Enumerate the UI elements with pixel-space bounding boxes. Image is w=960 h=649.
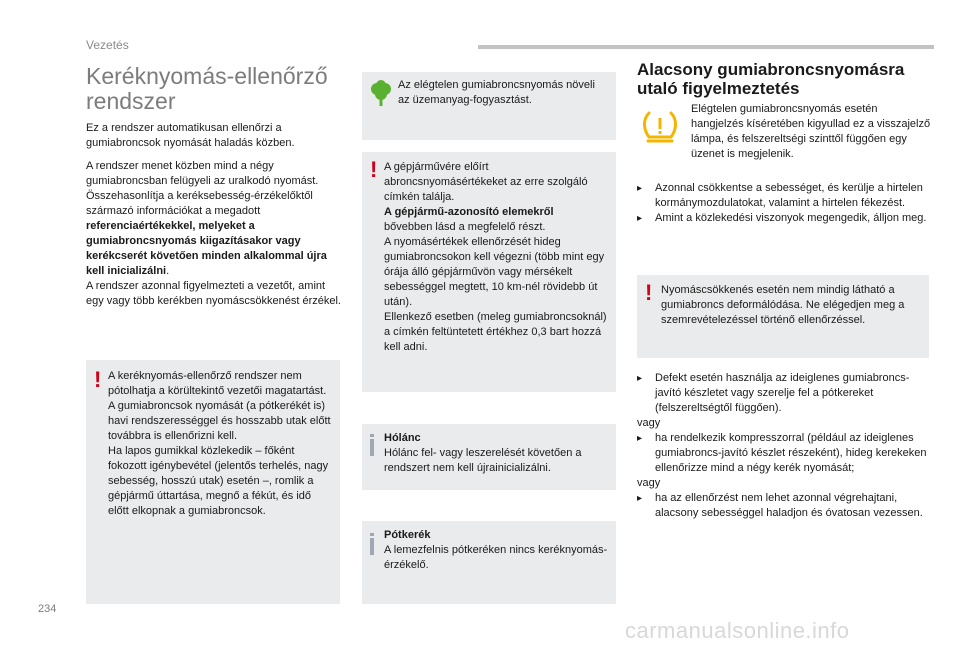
list-item: ▸ Amint a közlekedési viszonyok megengedik, álljon meg. bbox=[637, 211, 929, 226]
intro-paragraph: Ez a rendszer automatikusan ellenőrzi a gumiabroncsok nyomását haladás közben. bbox=[86, 122, 295, 149]
list-item: ▸ Defekt esetén használja az ideiglenes gumiabroncs-javító készletet vagy szerelje fel a pótkereket (felszereltségtől függően). bbox=[637, 371, 929, 416]
alert-paragraph: A rendszer azonnal figyelmezteti a vezetőt, amint egy vagy több kerékben nyomáscsökkenést érzékel. bbox=[86, 280, 341, 307]
page-number: 234 bbox=[38, 603, 57, 615]
warning-box-mid: ! A gépjárművére előírt abroncsnyomásértékeket az erre szolgáló címkén találja. A gépjármű-azonosító elemekről bővebben lásd a megfelelő részt. A nyomásértékek ellenőrzését hideg gumiabroncsokon kell végezni (több mint egy órája álló gépjárművön vagy mérsékelt sebességgel megtett, 10 km-nél rövidebb út után). Ellenkező esetben (meleg gumiabroncsoknál) a címkén feltüntetett értékhez 0,3 bart hozzá kell adni. bbox=[362, 152, 616, 392]
left-column bbox=[86, 121, 341, 317]
page-title: Keréknyomás-ellenőrző rendszer bbox=[86, 63, 328, 114]
warning-box-right bbox=[637, 275, 929, 358]
section-label: Vezetés bbox=[86, 38, 129, 52]
system-paragraph: A rendszer menet közben mind a négy gumiabroncsban felügyeli az uralkodó nyomást. Összehasonlítja a keréksebesség-érzékelőktől származó információkat a megadott referenciaértékekkel, melyeket a gumiabroncsnyomás kiigazításakor vagy kerékcserét követően minden alkalommal újra kell inicializálni. bbox=[86, 160, 327, 277]
or-label: vagy bbox=[637, 417, 661, 429]
exclamation-icon: ! bbox=[645, 280, 653, 305]
exclamation-icon: ! bbox=[370, 157, 378, 182]
header-divider bbox=[478, 45, 934, 49]
warning-text: Nyomáscsökkenés esetén nem mindig látható a gumiabroncs deformálódása. Ne elégedjen meg a szemrevételezéssel történő ellenőrzéssel. bbox=[661, 284, 905, 326]
info-box-spare-wheel: Pótkerék A lemezfelnis pótkeréken nincs keréknyomás-érzékelő. bbox=[362, 521, 616, 604]
warning-box-left: ! A keréknyomás-ellenőrző rendszer nem pótolhatja a körültekintő vezetői magatartást. A gumiabroncsok nyomását (a pótkerékét is) havi rendszerességgel és hosszabb utak előtt továbbra is ellenőrizni kell. Ha lapos gumikkal közlekedik – főként fokozott igénybevétel (jelentős terhelés, nagy sebesség, hosszú utak) esetén –, romlik a gépjármű úttartása, megnő a fékút, és idő előtt elkopnak a gumiabroncsok. bbox=[86, 360, 340, 604]
exclamation-icon: ! bbox=[94, 367, 102, 392]
tpms-description: Elégtelen gumiabroncsnyomás esetén hangjelzés kíséretében kigyullad ez a visszajelző lámpa, és felszereltségi szinttől függően egy üzenet is megjelenik. bbox=[691, 103, 931, 160]
repair-list bbox=[637, 371, 929, 521]
tree-icon bbox=[370, 80, 392, 108]
list-item: ▸ ha rendelkezik kompresszorral (például az ideiglenes gumiabroncs-javító készlet részeként), hideg kerekeken ellenőrizze mind a négy kerék nyomását; bbox=[637, 431, 929, 476]
info-icon bbox=[370, 439, 374, 456]
tire-pressure-warning-icon bbox=[642, 111, 678, 143]
list-item: ▸ ha az ellenőrzést nem lehet azonnal végrehajtani, alacsony sebességgel haladjon és óvatosan vezessen. bbox=[637, 491, 929, 521]
action-list bbox=[637, 181, 929, 226]
or-label: vagy bbox=[637, 477, 661, 489]
list-item: ▸ Azonnal csökkentse a sebességet, és kerülje a hirtelen kormánymozdulatokat, valamint a hirtelen fékezést. bbox=[637, 181, 929, 211]
section-title: Alacsony gumiabroncsnyomásra utaló figyelmeztetés bbox=[637, 60, 905, 98]
info-box-snow-chain: Hólánc Hólánc fel- vagy leszerelését követően a rendszert nem kell újrainicializálni. bbox=[362, 424, 616, 490]
watermark: carmanualsonline.info bbox=[625, 618, 850, 643]
eco-box bbox=[362, 72, 616, 140]
info-icon bbox=[370, 538, 374, 555]
eco-text: Az elégtelen gumiabroncsnyomás növeli az üzemanyag-fogyasztást. bbox=[398, 79, 595, 106]
